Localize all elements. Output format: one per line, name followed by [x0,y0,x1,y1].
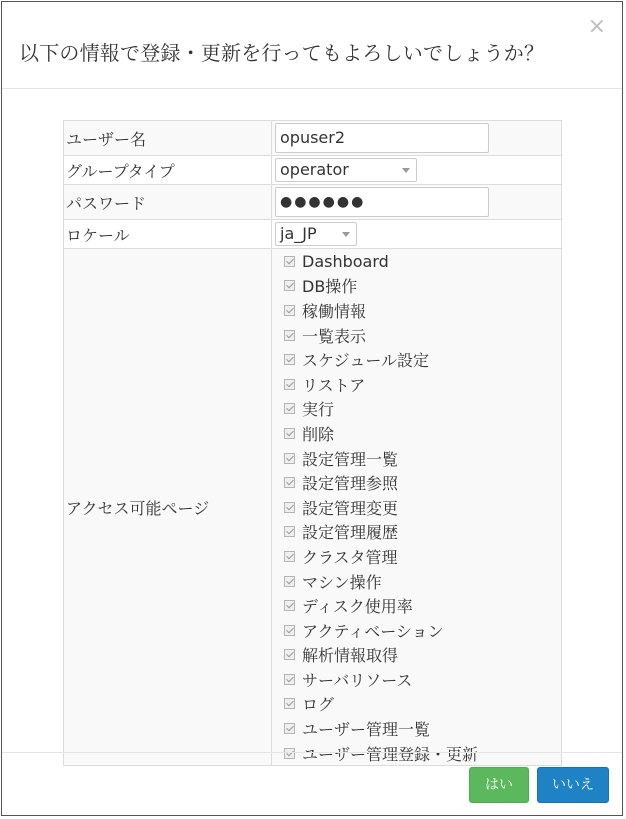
checkbox[interactable] [284,576,295,587]
checkbox[interactable] [284,502,295,513]
dialog-title: 以下の情報で登録・更新を行ってもよろしいでしょうか？ [19,41,545,65]
close-icon[interactable]: × [587,14,606,39]
page-label: 設定管理参照 [302,474,399,494]
checkbox[interactable] [284,625,295,636]
list-item [272,618,561,643]
page-label: ログ [302,695,335,715]
list-item [272,274,561,299]
locale-select[interactable] [275,222,357,246]
page-label: サーバリソース [302,670,413,690]
list-item [272,569,561,594]
checkbox[interactable] [284,305,295,316]
page-label: リストア [302,375,366,395]
page-label: ユーザー管理一覧 [302,720,431,740]
row-password [64,185,562,220]
checkbox[interactable] [284,330,295,341]
access-page-list [272,249,561,765]
checkbox[interactable] [284,403,295,414]
page-label: 稼働情報 [302,301,367,321]
list-item [272,593,561,618]
checkbox[interactable] [284,551,295,562]
list-item [272,495,561,520]
list-item [272,544,561,569]
row-username [64,121,562,156]
checkbox[interactable] [284,723,295,734]
no-button[interactable]: いいえ [537,767,609,803]
page-label: 一覧表示 [302,326,367,346]
page-label: スケジュール設定 [302,351,430,371]
user-info-table [63,120,562,766]
list-item [272,421,561,446]
yes-button[interactable]: はい [469,767,529,803]
page-label: 削除 [302,424,335,444]
checkbox[interactable] [284,477,295,488]
page-label: 実行 [302,400,335,420]
row-group-type [64,156,562,185]
group-type-value: operator [280,160,349,179]
page-label: クラスタ管理 [302,547,398,567]
page-label: 設定管理一覧 [302,449,399,469]
dialog-header [2,2,622,89]
locale-value: ja_JP [280,224,317,243]
checkbox[interactable] [284,649,295,660]
checkbox[interactable] [284,379,295,390]
checkbox[interactable] [284,280,295,291]
page-label: 解析情報取得 [302,646,399,666]
checkbox[interactable] [284,600,295,611]
confirm-dialog [1,1,623,816]
list-item [272,397,561,422]
group-type-label: グループタイプ [64,156,272,185]
checkbox[interactable] [284,428,295,439]
locale-label: ロケール [64,220,272,249]
page-label: マシン操作 [302,572,382,592]
page-label: アクティベーション [302,621,444,641]
chevron-down-icon [342,232,350,237]
page-label: ディスク使用率 [302,597,413,617]
row-locale [64,220,562,249]
group-type-select[interactable] [275,158,417,182]
username-field[interactable]: opuser2 [275,123,489,153]
list-item [272,298,561,323]
checkbox[interactable] [284,354,295,365]
page-label: DB操作 [302,277,358,297]
list-item [272,347,561,372]
list-item [272,692,561,717]
list-item [272,520,561,545]
list-item [272,372,561,397]
dialog-footer [2,752,622,815]
page-label: 設定管理履歴 [302,523,399,543]
checkbox[interactable] [284,698,295,709]
page-label: 設定管理変更 [302,498,399,518]
page-label: ユーザー管理登録・更新 [302,744,479,764]
chevron-down-icon [402,168,410,173]
list-item [272,446,561,471]
username-label: ユーザー名 [64,121,272,156]
access-pages-label: アクセス可能ページ [64,249,272,766]
page-label: Dashboard [302,251,389,271]
list-item [272,249,561,274]
checkbox[interactable] [284,256,295,267]
checkbox[interactable] [284,674,295,685]
password-label: パスワード [64,185,272,220]
list-item [272,470,561,495]
row-access-pages [64,249,562,766]
list-item [272,643,561,668]
password-field[interactable]: ●●●●●● [275,187,489,217]
checkbox[interactable] [284,453,295,464]
list-item [272,323,561,348]
list-item [272,667,561,692]
checkbox[interactable] [284,526,295,537]
list-item [272,716,561,741]
